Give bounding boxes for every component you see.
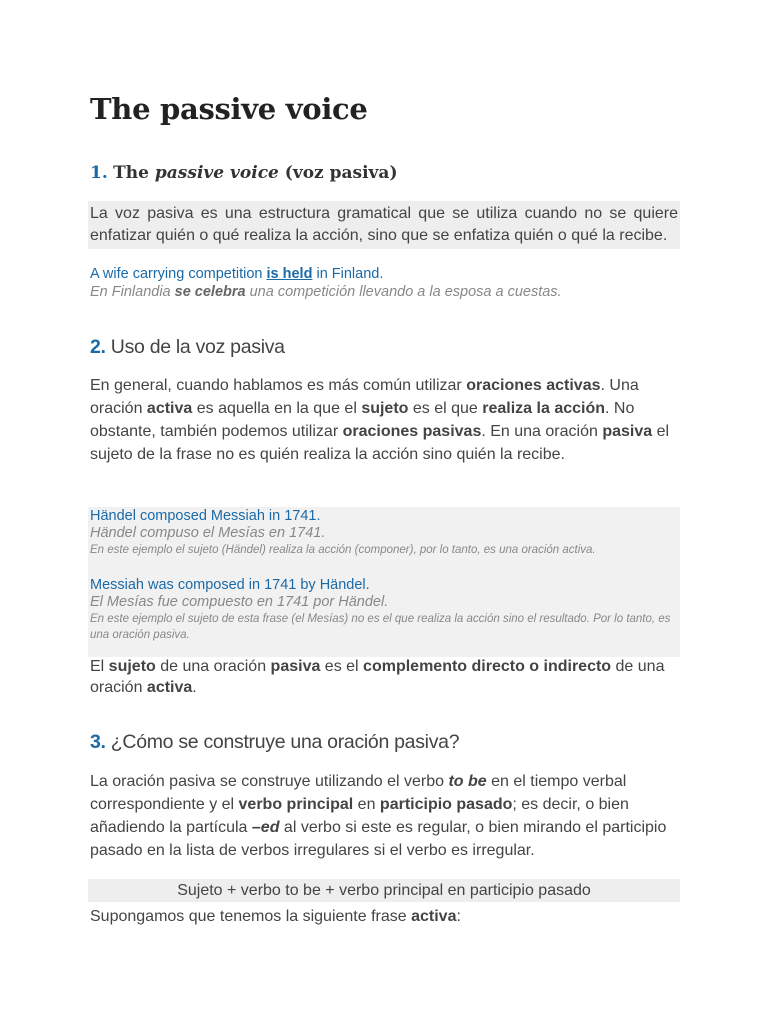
- highlighted-verb: se celebra: [174, 284, 246, 300]
- bold-italic-term: –ed: [251, 819, 280, 836]
- bold-italic-term: to be: [448, 773, 487, 790]
- text-run: es el que: [408, 400, 483, 417]
- text-run: el sujeto de la frase no es quién realiza la acción sino quién la recibe.: [90, 423, 670, 463]
- text-run: . En una oración: [481, 423, 603, 440]
- text-run: es el: [320, 658, 364, 675]
- formula-box: Sujeto + verbo to be + verbo principal en participio pasado: [88, 879, 680, 902]
- bold-term: activa: [146, 400, 193, 417]
- bold-term: sujeto: [108, 658, 156, 675]
- example-spanish: [90, 283, 678, 301]
- example-note: En este ejemplo el sujeto (Händel) realiza la acción (componer), por lo tanto, es una oración activa.: [90, 544, 596, 556]
- text-run: . Una oración: [90, 377, 639, 417]
- bold-term: sujeto: [361, 400, 409, 417]
- example-text: in Finland.: [312, 266, 384, 282]
- text-run: Supongamos que tenemos la siguiente frase: [90, 908, 412, 925]
- example-note: En este ejemplo el sujeto de esta frase (el Mesías) no es el que realiza la acción sino el resultado. Por lo tanto, es una oración pasiva.: [90, 613, 671, 641]
- definition-paragraph: La voz pasiva es una estructura gramatical que se utiliza cuando no se quiere enfatizar quién o qué realiza la acción, sino que se enfatiza quién o qué la recibe.: [90, 205, 678, 244]
- bold-term: realiza la acción: [482, 400, 605, 417]
- heading-text: Uso de la voz pasiva: [110, 336, 285, 358]
- section-number: 2.: [90, 336, 106, 358]
- text-run: en el tiempo verbal correspondiente y el: [90, 773, 627, 813]
- example-1: [90, 265, 678, 301]
- text-run: al verbo si este es regular, o bien mirando el participio pasado en la lista de verbos irregulares si el verbo es irregular.: [90, 819, 667, 859]
- text-run: En general, cuando hablamos es más común utilizar: [90, 377, 467, 394]
- text-run: es aquella en la que el: [192, 400, 362, 417]
- bold-term: activa: [411, 908, 457, 925]
- section-1-heading: [90, 163, 398, 183]
- bold-term: pasiva: [602, 423, 653, 440]
- text-run: :: [456, 908, 461, 925]
- example-active: [90, 508, 678, 558]
- text-run: . No obstante, también podemos utilizar: [90, 400, 635, 440]
- text-run: El: [90, 658, 109, 675]
- heading-text: The: [113, 163, 155, 183]
- bold-term: activa: [146, 679, 193, 696]
- construction-paragraph: [90, 770, 678, 862]
- bold-term: pasiva: [270, 658, 321, 675]
- text-run: ; es decir, o bien añadiendo la partícula: [90, 796, 629, 836]
- example-spanish: Händel compuso el Mesías en 1741.: [90, 525, 326, 541]
- text-run: .: [192, 679, 197, 696]
- example-english: Messiah was composed in 1741 by Händel.: [90, 577, 370, 593]
- example-spanish: El Mesías fue compuesto en 1741 por Händel.: [90, 594, 389, 610]
- closing-paragraph: [90, 905, 678, 928]
- bold-term: oraciones activas: [466, 377, 601, 394]
- section-number: 1.: [90, 163, 108, 183]
- highlighted-verb: is held: [266, 266, 313, 282]
- section-3-heading: [90, 731, 459, 754]
- text-run: de una oración: [155, 658, 271, 675]
- text-run: La oración pasiva se construye utilizando el verbo: [90, 773, 449, 790]
- example-english: [90, 265, 678, 283]
- section-number: 3.: [90, 731, 106, 753]
- usage-paragraph: [90, 374, 678, 466]
- bold-term: oraciones pasivas: [342, 423, 482, 440]
- section-2-heading: [90, 336, 285, 359]
- bold-term: verbo principal: [238, 796, 354, 813]
- page-title: The passive voice: [90, 92, 368, 126]
- subject-paragraph: [90, 656, 678, 698]
- bold-term: participio pasado: [379, 796, 513, 813]
- example-text: A wife carrying competition: [90, 266, 267, 282]
- text-run: de una oración: [90, 658, 665, 696]
- example-text: una competición llevando a la esposa a cuestas.: [245, 284, 562, 300]
- heading-text: (voz pasiva): [278, 163, 398, 183]
- example-text: En Finlandia: [90, 284, 175, 300]
- example-passive: [90, 577, 678, 643]
- heading-text: ¿Cómo se construye una oración pasiva?: [110, 731, 460, 753]
- text-run: en: [353, 796, 380, 813]
- bold-term: complemento directo o indirecto: [363, 658, 612, 675]
- heading-italic: passive voice: [154, 163, 279, 183]
- example-english: Händel composed Messiah in 1741.: [90, 508, 321, 524]
